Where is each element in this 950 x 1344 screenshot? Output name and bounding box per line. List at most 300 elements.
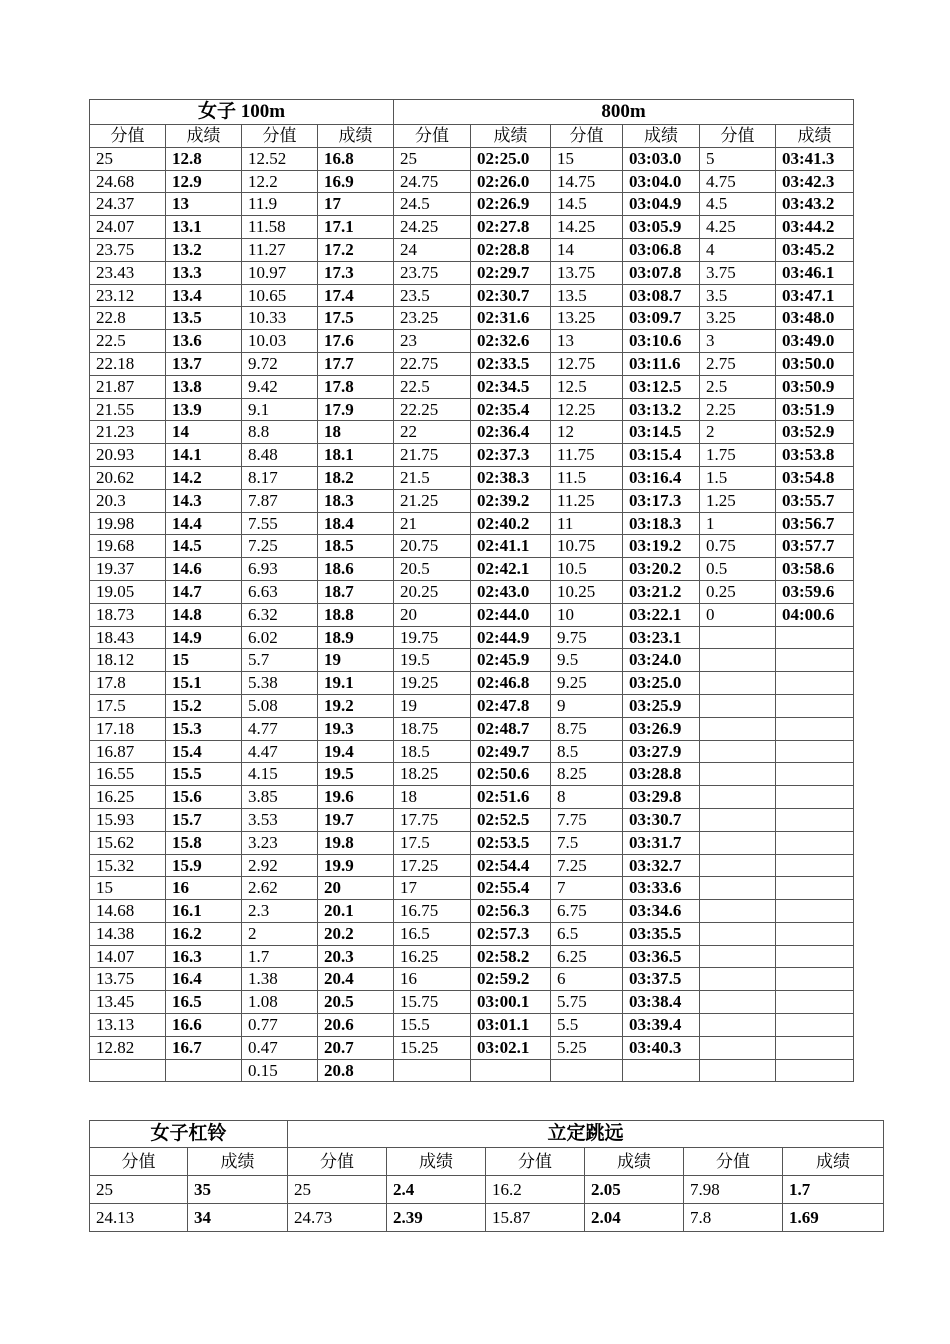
table-row (90, 672, 854, 695)
result-cell: 03:05.9 (623, 216, 700, 239)
score-cell: 3.53 (242, 808, 318, 831)
result-cell: 03:18.3 (623, 512, 700, 535)
result-cell: 02:28.8 (471, 238, 551, 261)
result-cell: 02:40.2 (471, 512, 551, 535)
result-cell: 14 (166, 421, 242, 444)
result-cell: 02:54.4 (471, 854, 551, 877)
score-cell: 9 (551, 694, 623, 717)
score-cell (700, 922, 776, 945)
table-row (90, 1204, 884, 1232)
result-cell: 19.1 (318, 672, 394, 695)
score-cell: 14 (551, 238, 623, 261)
result-cell: 17.6 (318, 330, 394, 353)
score-cell: 8.8 (242, 421, 318, 444)
score-cell: 14.75 (551, 170, 623, 193)
result-cell (776, 763, 854, 786)
result-cell: 03:47.1 (776, 284, 854, 307)
score-cell: 20.75 (394, 535, 471, 558)
result-cell: 13.6 (166, 330, 242, 353)
result-cell: 17.3 (318, 261, 394, 284)
result-cell: 15.2 (166, 694, 242, 717)
result-cell: 20.8 (318, 1059, 394, 1082)
score-cell: 4.77 (242, 717, 318, 740)
score-cell (700, 672, 776, 695)
score-cell: 24.25 (394, 216, 471, 239)
score-cell: 19.98 (90, 512, 166, 535)
score-cell (700, 945, 776, 968)
result-cell: 02:49.7 (471, 740, 551, 763)
score-cell: 10.33 (242, 307, 318, 330)
result-cell: 15.3 (166, 717, 242, 740)
table-row (90, 603, 854, 626)
score-cell: 11.5 (551, 466, 623, 489)
result-cell: 02:46.8 (471, 672, 551, 695)
score-cell: 15.87 (486, 1204, 585, 1232)
table-row (90, 922, 854, 945)
table-row (90, 740, 854, 763)
score-cell (700, 1036, 776, 1059)
result-cell: 13.1 (166, 216, 242, 239)
result-cell: 02:53.5 (471, 831, 551, 854)
table-row (90, 1176, 884, 1204)
score-cell (90, 1059, 166, 1082)
score-cell: 12.52 (242, 147, 318, 170)
result-cell: 03:14.5 (623, 421, 700, 444)
score-cell (700, 786, 776, 809)
result-cell: 02:52.5 (471, 808, 551, 831)
result-cell: 03:50.9 (776, 375, 854, 398)
result-cell: 1.69 (783, 1204, 884, 1232)
score-cell: 5 (700, 147, 776, 170)
score-cell: 8.17 (242, 466, 318, 489)
result-cell: 15.4 (166, 740, 242, 763)
score-cell: 20.62 (90, 466, 166, 489)
result-cell (776, 877, 854, 900)
table-row (90, 580, 854, 603)
score-cell: 8 (551, 786, 623, 809)
table-row (90, 284, 854, 307)
score-cell: 11 (551, 512, 623, 535)
result-cell (776, 968, 854, 991)
score-cell: 18 (394, 786, 471, 809)
table-row (90, 444, 854, 467)
result-cell: 02:38.3 (471, 466, 551, 489)
score-cell: 24.37 (90, 193, 166, 216)
score-cell: 20.3 (90, 489, 166, 512)
score-cell (700, 831, 776, 854)
score-cell (700, 1059, 776, 1082)
result-cell: 17.7 (318, 352, 394, 375)
result-cell: 14.4 (166, 512, 242, 535)
result-cell (776, 1059, 854, 1082)
table-row (90, 1059, 854, 1082)
result-cell: 02:30.7 (471, 284, 551, 307)
title-standing-long-jump: 立定跳远 (288, 1121, 884, 1148)
result-cell (776, 672, 854, 695)
table-row (90, 238, 854, 261)
score-cell: 0.15 (242, 1059, 318, 1082)
score-cell: 12.2 (242, 170, 318, 193)
header-cell: 分值 (684, 1148, 783, 1176)
table-row (90, 1014, 854, 1037)
score-cell: 19.37 (90, 558, 166, 581)
result-cell: 03:19.2 (623, 535, 700, 558)
table-row (90, 968, 854, 991)
result-cell: 03:49.0 (776, 330, 854, 353)
score-cell: 17.25 (394, 854, 471, 877)
result-cell: 03:51.9 (776, 398, 854, 421)
result-cell: 18.8 (318, 603, 394, 626)
score-cell: 22.18 (90, 352, 166, 375)
scoring-table-barbell-jump (89, 1120, 884, 1232)
result-cell: 2.05 (585, 1176, 684, 1204)
result-cell: 03:09.7 (623, 307, 700, 330)
score-cell: 21.75 (394, 444, 471, 467)
result-cell: 03:33.6 (623, 877, 700, 900)
table-row (90, 512, 854, 535)
result-cell: 02:39.2 (471, 489, 551, 512)
score-cell (394, 1059, 471, 1082)
result-cell: 03:56.7 (776, 512, 854, 535)
result-cell: 03:35.5 (623, 922, 700, 945)
score-cell: 2.75 (700, 352, 776, 375)
result-cell: 16.6 (166, 1014, 242, 1037)
table-row (90, 261, 854, 284)
header-cell: 成绩 (776, 125, 854, 148)
result-cell: 02:51.6 (471, 786, 551, 809)
result-cell: 03:45.2 (776, 238, 854, 261)
result-cell (776, 694, 854, 717)
result-cell: 03:13.2 (623, 398, 700, 421)
score-cell: 23.25 (394, 307, 471, 330)
score-cell: 15.5 (394, 1014, 471, 1037)
header-cell: 成绩 (471, 125, 551, 148)
score-cell: 1.38 (242, 968, 318, 991)
score-cell: 15.75 (394, 991, 471, 1014)
result-cell: 03:50.0 (776, 352, 854, 375)
result-cell: 03:03.0 (623, 147, 700, 170)
result-cell: 03:58.6 (776, 558, 854, 581)
result-cell: 17.9 (318, 398, 394, 421)
result-cell: 35 (188, 1176, 288, 1204)
score-cell: 6.63 (242, 580, 318, 603)
result-cell: 16.8 (318, 147, 394, 170)
result-cell: 03:41.3 (776, 147, 854, 170)
score-cell: 25 (90, 1176, 188, 1204)
score-cell: 5.25 (551, 1036, 623, 1059)
header-cell: 分值 (394, 125, 471, 148)
result-cell: 03:26.9 (623, 717, 700, 740)
score-cell: 17 (394, 877, 471, 900)
score-cell: 11.75 (551, 444, 623, 467)
table-row (90, 717, 854, 740)
score-cell: 15.32 (90, 854, 166, 877)
result-cell: 19.9 (318, 854, 394, 877)
result-cell (776, 808, 854, 831)
score-cell: 21.5 (394, 466, 471, 489)
score-cell: 3 (700, 330, 776, 353)
result-cell: 2.04 (585, 1204, 684, 1232)
score-cell: 6.93 (242, 558, 318, 581)
result-cell: 02:55.4 (471, 877, 551, 900)
result-cell: 15.7 (166, 808, 242, 831)
score-cell: 14.38 (90, 922, 166, 945)
score-cell: 13.13 (90, 1014, 166, 1037)
result-cell: 02:36.4 (471, 421, 551, 444)
result-cell: 03:37.5 (623, 968, 700, 991)
score-cell: 13.45 (90, 991, 166, 1014)
score-cell: 4.15 (242, 763, 318, 786)
result-cell: 02:26.9 (471, 193, 551, 216)
score-cell: 22 (394, 421, 471, 444)
score-cell: 5.5 (551, 1014, 623, 1037)
score-cell: 20.5 (394, 558, 471, 581)
score-cell: 21 (394, 512, 471, 535)
table-row (90, 831, 854, 854)
result-cell: 03:01.1 (471, 1014, 551, 1037)
score-cell: 8.5 (551, 740, 623, 763)
score-cell: 24.5 (394, 193, 471, 216)
result-cell: 03:22.1 (623, 603, 700, 626)
header-cell: 分值 (486, 1148, 585, 1176)
score-cell: 20.25 (394, 580, 471, 603)
result-cell: 16.1 (166, 900, 242, 923)
score-cell: 16.75 (394, 900, 471, 923)
result-cell: 13.3 (166, 261, 242, 284)
score-cell: 19 (394, 694, 471, 717)
table-row (90, 193, 854, 216)
result-cell: 14.3 (166, 489, 242, 512)
result-cell: 02:33.5 (471, 352, 551, 375)
score-cell: 16 (394, 968, 471, 991)
score-cell: 25 (288, 1176, 387, 1204)
score-cell: 23 (394, 330, 471, 353)
score-cell: 0 (700, 603, 776, 626)
score-cell: 19.5 (394, 649, 471, 672)
result-cell: 03:42.3 (776, 170, 854, 193)
table-row (90, 854, 854, 877)
score-cell: 20 (394, 603, 471, 626)
score-cell: 14.68 (90, 900, 166, 923)
score-cell: 17.5 (394, 831, 471, 854)
result-cell: 16.9 (318, 170, 394, 193)
result-cell (776, 786, 854, 809)
result-cell: 18.1 (318, 444, 394, 467)
result-cell: 19 (318, 649, 394, 672)
header-cell: 成绩 (188, 1148, 288, 1176)
result-cell: 03:57.7 (776, 535, 854, 558)
score-cell: 17.75 (394, 808, 471, 831)
score-cell: 0.25 (700, 580, 776, 603)
score-cell: 12.82 (90, 1036, 166, 1059)
score-cell: 18.25 (394, 763, 471, 786)
result-cell (776, 1036, 854, 1059)
score-cell: 6.02 (242, 626, 318, 649)
score-cell: 15.62 (90, 831, 166, 854)
result-cell: 02:57.3 (471, 922, 551, 945)
result-cell: 02:56.3 (471, 900, 551, 923)
score-cell: 22.8 (90, 307, 166, 330)
result-cell: 19.8 (318, 831, 394, 854)
score-cell: 9.75 (551, 626, 623, 649)
score-cell: 7.25 (242, 535, 318, 558)
score-cell: 14.25 (551, 216, 623, 239)
result-cell: 03:29.8 (623, 786, 700, 809)
table-row (90, 900, 854, 923)
header-cell: 成绩 (166, 125, 242, 148)
result-cell: 02:29.7 (471, 261, 551, 284)
result-cell: 17.2 (318, 238, 394, 261)
table-row (90, 808, 854, 831)
score-cell: 13.5 (551, 284, 623, 307)
result-cell: 20.2 (318, 922, 394, 945)
header-cell: 分值 (700, 125, 776, 148)
score-cell: 8.48 (242, 444, 318, 467)
result-cell: 15.1 (166, 672, 242, 695)
result-cell: 13.4 (166, 284, 242, 307)
result-cell (776, 945, 854, 968)
title-barbell: 女子杠铃 (90, 1121, 288, 1148)
result-cell (776, 831, 854, 854)
score-cell: 23.75 (394, 261, 471, 284)
result-cell: 02:58.2 (471, 945, 551, 968)
table-body (90, 147, 854, 1082)
score-cell: 13.75 (90, 968, 166, 991)
score-cell: 5.38 (242, 672, 318, 695)
result-cell: 02:42.1 (471, 558, 551, 581)
result-cell: 03:30.7 (623, 808, 700, 831)
result-cell: 19.7 (318, 808, 394, 831)
result-cell: 15.9 (166, 854, 242, 877)
title-row (90, 100, 854, 125)
score-cell: 4 (700, 238, 776, 261)
score-cell (700, 854, 776, 877)
result-cell: 19.4 (318, 740, 394, 763)
result-cell: 13.7 (166, 352, 242, 375)
result-cell: 04:00.6 (776, 603, 854, 626)
result-cell: 14.6 (166, 558, 242, 581)
score-cell: 25 (90, 147, 166, 170)
result-cell: 34 (188, 1204, 288, 1232)
score-cell: 13 (551, 330, 623, 353)
result-cell: 12.9 (166, 170, 242, 193)
score-cell: 23.12 (90, 284, 166, 307)
result-cell: 03:38.4 (623, 991, 700, 1014)
result-cell: 20.1 (318, 900, 394, 923)
result-cell: 20.7 (318, 1036, 394, 1059)
result-cell: 02:48.7 (471, 717, 551, 740)
result-cell: 03:31.7 (623, 831, 700, 854)
score-cell: 2.25 (700, 398, 776, 421)
score-cell: 16.5 (394, 922, 471, 945)
result-cell: 19.6 (318, 786, 394, 809)
result-cell: 16.4 (166, 968, 242, 991)
score-cell: 16.87 (90, 740, 166, 763)
result-cell: 02:44.9 (471, 626, 551, 649)
score-cell: 3.25 (700, 307, 776, 330)
score-cell: 22.75 (394, 352, 471, 375)
result-cell: 20.5 (318, 991, 394, 1014)
score-cell: 9.72 (242, 352, 318, 375)
score-cell: 10.5 (551, 558, 623, 581)
result-cell: 03:11.6 (623, 352, 700, 375)
header-cell: 成绩 (318, 125, 394, 148)
score-cell: 24.73 (288, 1204, 387, 1232)
score-cell: 21.23 (90, 421, 166, 444)
score-cell (700, 808, 776, 831)
score-cell: 1.75 (700, 444, 776, 467)
result-cell: 16.2 (166, 922, 242, 945)
score-cell (700, 626, 776, 649)
score-cell: 5.08 (242, 694, 318, 717)
score-cell: 5.7 (242, 649, 318, 672)
result-cell (776, 900, 854, 923)
result-cell: 02:50.6 (471, 763, 551, 786)
result-cell: 03:27.9 (623, 740, 700, 763)
result-cell: 18.5 (318, 535, 394, 558)
result-cell: 03:17.3 (623, 489, 700, 512)
score-cell: 18.43 (90, 626, 166, 649)
result-cell: 02:35.4 (471, 398, 551, 421)
result-cell: 18 (318, 421, 394, 444)
result-cell: 03:39.4 (623, 1014, 700, 1037)
score-cell: 6.5 (551, 922, 623, 945)
result-cell: 16 (166, 877, 242, 900)
table-row (90, 945, 854, 968)
score-cell: 11.27 (242, 238, 318, 261)
result-cell: 03:44.2 (776, 216, 854, 239)
result-cell: 17.8 (318, 375, 394, 398)
score-cell: 11.58 (242, 216, 318, 239)
table-row (90, 352, 854, 375)
score-cell: 25 (394, 147, 471, 170)
table-row (90, 398, 854, 421)
result-cell: 03:55.7 (776, 489, 854, 512)
score-cell: 13.25 (551, 307, 623, 330)
score-cell: 7 (551, 877, 623, 900)
score-cell: 5.75 (551, 991, 623, 1014)
score-cell: 19.68 (90, 535, 166, 558)
result-cell: 17 (318, 193, 394, 216)
score-cell: 3.5 (700, 284, 776, 307)
result-cell: 02:34.5 (471, 375, 551, 398)
score-cell: 0.5 (700, 558, 776, 581)
result-cell: 03:34.6 (623, 900, 700, 923)
result-cell (776, 991, 854, 1014)
result-cell: 02:59.2 (471, 968, 551, 991)
result-cell: 18.4 (318, 512, 394, 535)
score-cell: 4.47 (242, 740, 318, 763)
table-row (90, 421, 854, 444)
result-cell: 02:43.0 (471, 580, 551, 603)
header-row (90, 1148, 884, 1176)
table-row (90, 786, 854, 809)
score-cell (700, 900, 776, 923)
score-cell: 10.03 (242, 330, 318, 353)
title-row (90, 1121, 884, 1148)
result-cell (166, 1059, 242, 1082)
result-cell: 2.4 (387, 1176, 486, 1204)
result-cell: 12.8 (166, 147, 242, 170)
score-cell: 16.55 (90, 763, 166, 786)
score-cell: 4.5 (700, 193, 776, 216)
result-cell: 19.5 (318, 763, 394, 786)
header-row (90, 125, 854, 148)
result-cell: 18.9 (318, 626, 394, 649)
result-cell: 02:47.8 (471, 694, 551, 717)
score-cell: 24.13 (90, 1204, 188, 1232)
result-cell: 02:32.6 (471, 330, 551, 353)
